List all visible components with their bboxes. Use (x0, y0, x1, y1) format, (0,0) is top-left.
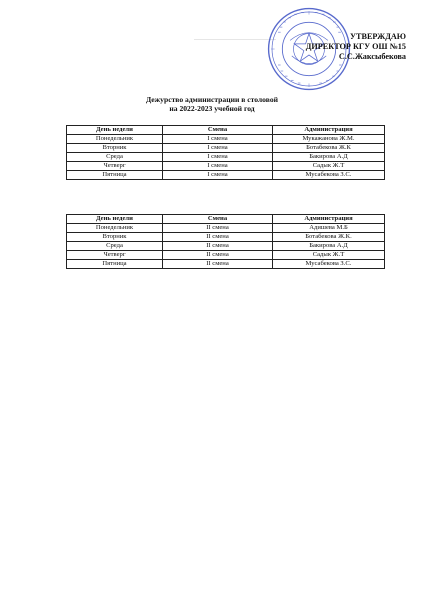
header-day: День недели (67, 126, 163, 135)
table-row (67, 242, 385, 251)
approval-block (306, 32, 406, 62)
approval-heading: УТВЕРЖДАЮ (350, 32, 406, 41)
divider (194, 39, 276, 40)
cell-administrator: Бакирова А.Д (273, 242, 385, 251)
table-row (67, 171, 385, 180)
title-line-1: Дежурство администрации в столовой (145, 95, 279, 104)
cell-administrator: Мусабекова З.С. (273, 171, 385, 180)
cell-shift: II смена (163, 224, 273, 233)
cell-day: Понедельник (67, 135, 163, 144)
cell-shift: II смена (163, 233, 273, 242)
table-header-row (67, 126, 385, 135)
header-shift: Смена (163, 126, 273, 135)
second-shift-table (66, 214, 385, 269)
cell-administrator: Бакирова А.Д (273, 153, 385, 162)
header-administration: Администрация (273, 126, 385, 135)
cell-day: Четверг (67, 162, 163, 171)
cell-shift: I смена (163, 162, 273, 171)
cell-administrator: Ботабекова Ж.К (273, 144, 385, 153)
cell-day: Четверг (67, 251, 163, 260)
approval-position: ДИРЕКТОР КГУ ОШ №15 (305, 42, 406, 51)
cell-shift: II смена (163, 242, 273, 251)
table-row (67, 153, 385, 162)
cell-administrator: Мукажанова Ж.М. (273, 135, 385, 144)
cell-administrator: Адишева М.Б (273, 224, 385, 233)
cell-day: Пятница (67, 171, 163, 180)
table-row (67, 135, 385, 144)
document-title (0, 95, 424, 113)
cell-administrator: Мусабекова З.С. (273, 260, 385, 269)
header-day: День недели (67, 215, 163, 224)
cell-day: Среда (67, 153, 163, 162)
table-header-row (67, 215, 385, 224)
cell-administrator: Садык Ж.Т (273, 162, 385, 171)
cell-day: Понедельник (67, 224, 163, 233)
table-row (67, 162, 385, 171)
cell-shift: I смена (163, 171, 273, 180)
approval-signatory: С.С.Жаксыбекова (338, 52, 406, 61)
cell-administrator: Садык Ж.Т (273, 251, 385, 260)
table-row (67, 251, 385, 260)
cell-shift: I смена (163, 135, 273, 144)
cell-day: Вторник (67, 233, 163, 242)
first-shift-table (66, 125, 385, 180)
header-administration: Администрация (273, 215, 385, 224)
cell-shift: I смена (163, 153, 273, 162)
cell-shift: I смена (163, 144, 273, 153)
table-row (67, 144, 385, 153)
table-row (67, 224, 385, 233)
title-line-2: на 2022-2023 учебной год (169, 104, 255, 113)
table-row (67, 233, 385, 242)
cell-day: Пятница (67, 260, 163, 269)
cell-administrator: Ботабекова Ж.К. (273, 233, 385, 242)
cell-shift: II смена (163, 251, 273, 260)
table-row (67, 260, 385, 269)
header-shift: Смена (163, 215, 273, 224)
cell-day: Вторник (67, 144, 163, 153)
cell-shift: II смена (163, 260, 273, 269)
cell-day: Среда (67, 242, 163, 251)
